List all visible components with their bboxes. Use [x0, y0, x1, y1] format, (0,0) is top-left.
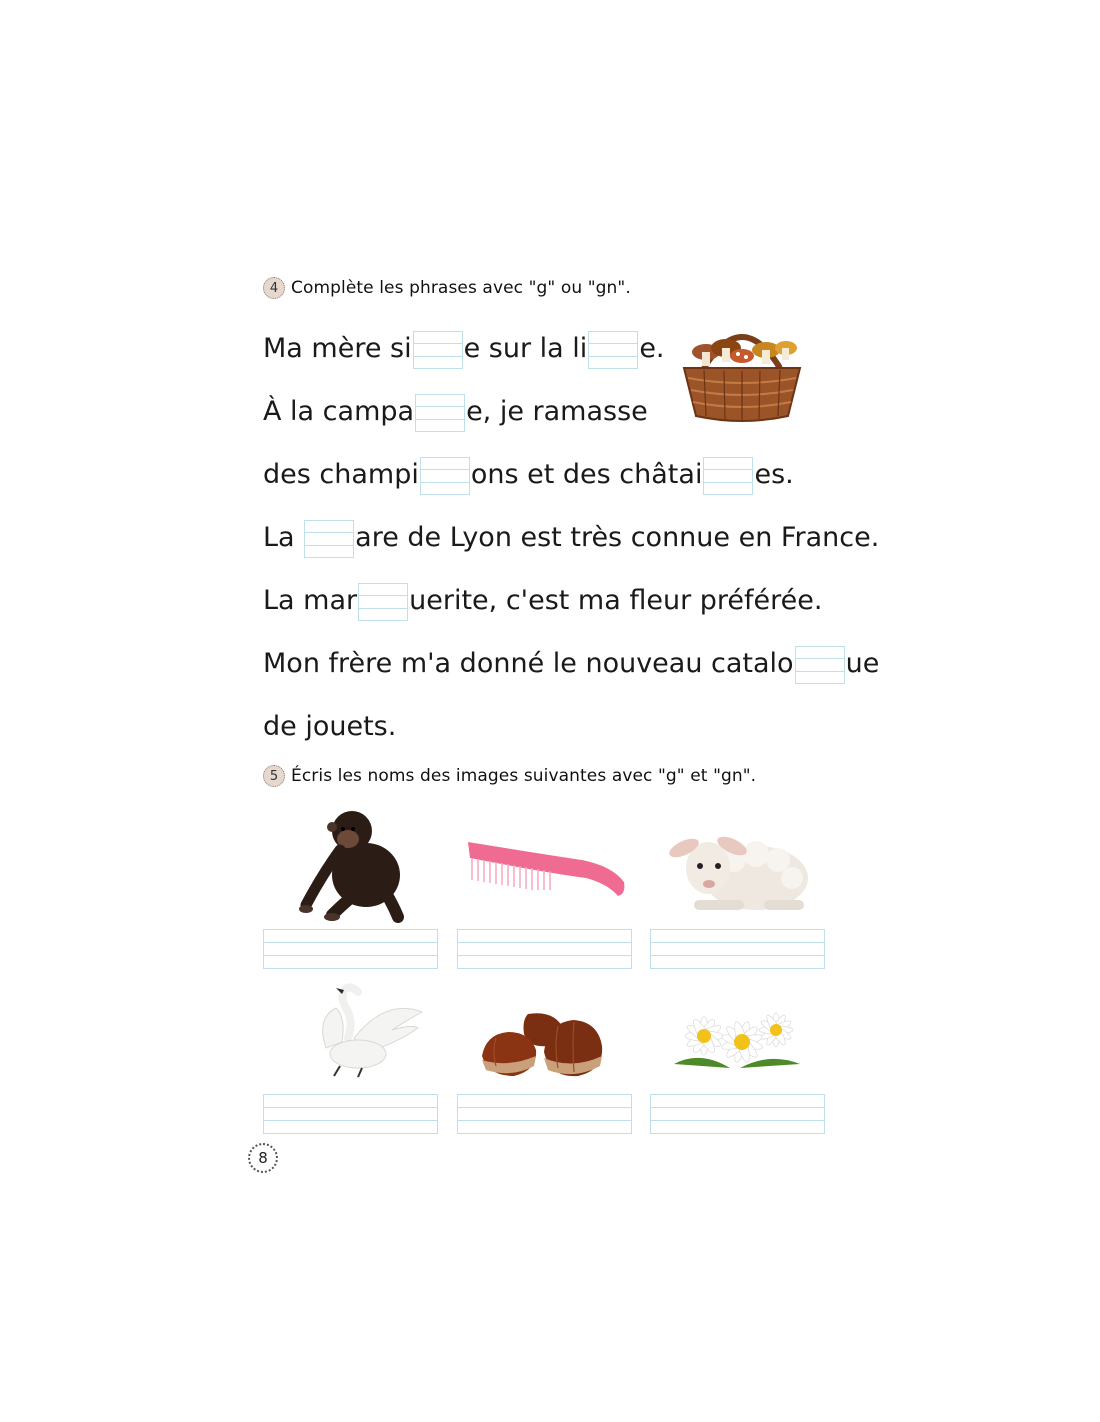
exercise-5-header	[263, 765, 756, 787]
answer-blank[interactable]	[304, 520, 354, 558]
exercise-number-badge: 5	[263, 765, 285, 787]
sentence-text: es.	[754, 459, 794, 490]
answer-writing-box[interactable]	[650, 929, 825, 969]
answer-blank[interactable]	[358, 583, 408, 621]
sentence-text: e.	[639, 333, 665, 364]
chestnuts-image	[478, 1008, 606, 1080]
comb-image	[462, 832, 628, 902]
sentence-line-1	[263, 329, 665, 369]
sentence-text: e, je ramasse	[466, 396, 648, 427]
sentence-line-5	[263, 581, 822, 621]
sentence-line-2	[263, 392, 648, 432]
page-number: 8	[248, 1143, 278, 1173]
sentence-line-4	[263, 518, 879, 558]
lamb-image	[664, 820, 812, 916]
sentence-line-3	[263, 455, 794, 495]
sentence-text: À la campa	[263, 396, 415, 427]
exercise-instruction: Complète les phrases avec "g" ou "gn".	[291, 278, 631, 298]
answer-writing-box[interactable]	[263, 929, 438, 969]
answer-blank[interactable]	[588, 331, 638, 369]
answer-writing-box[interactable]	[650, 1094, 825, 1134]
sentence-text: Mon frère m'a donné le nouveau catalo	[263, 648, 794, 679]
sentence-line-6	[263, 644, 879, 684]
answer-blank[interactable]	[795, 646, 845, 684]
exercise-instruction: Écris les noms des images suivantes avec "g" et "gn".	[291, 766, 757, 786]
sentence-text: ue	[845, 648, 880, 679]
sentence-text: e sur la li	[463, 333, 588, 364]
sentence-line-7	[263, 707, 396, 747]
answer-blank[interactable]	[413, 331, 463, 369]
mushroom-basket-image	[676, 318, 808, 424]
answer-blank[interactable]	[703, 457, 753, 495]
sentence-text: Ma mère si	[263, 333, 412, 364]
answer-writing-box[interactable]	[457, 929, 632, 969]
sentence-text: La	[263, 522, 304, 553]
sentence-text: are de Lyon est très connue en France.	[355, 522, 880, 553]
sentence-text: ons et des châtai	[470, 459, 703, 490]
sentence-text: des champi	[263, 459, 419, 490]
answer-writing-box[interactable]	[263, 1094, 438, 1134]
exercise-4-header	[263, 277, 631, 299]
answer-blank[interactable]	[420, 457, 470, 495]
chimpanzee-image	[296, 805, 406, 923]
swan-image	[296, 978, 424, 1078]
answer-writing-box[interactable]	[457, 1094, 632, 1134]
daisies-image	[670, 1002, 804, 1078]
sentence-text: de jouets.	[263, 711, 397, 742]
answer-blank[interactable]	[415, 394, 465, 432]
sentence-text: La mar	[263, 585, 358, 616]
exercise-number-badge: 4	[263, 277, 285, 299]
sentence-text: uerite, c'est ma fleur préférée.	[409, 585, 823, 616]
